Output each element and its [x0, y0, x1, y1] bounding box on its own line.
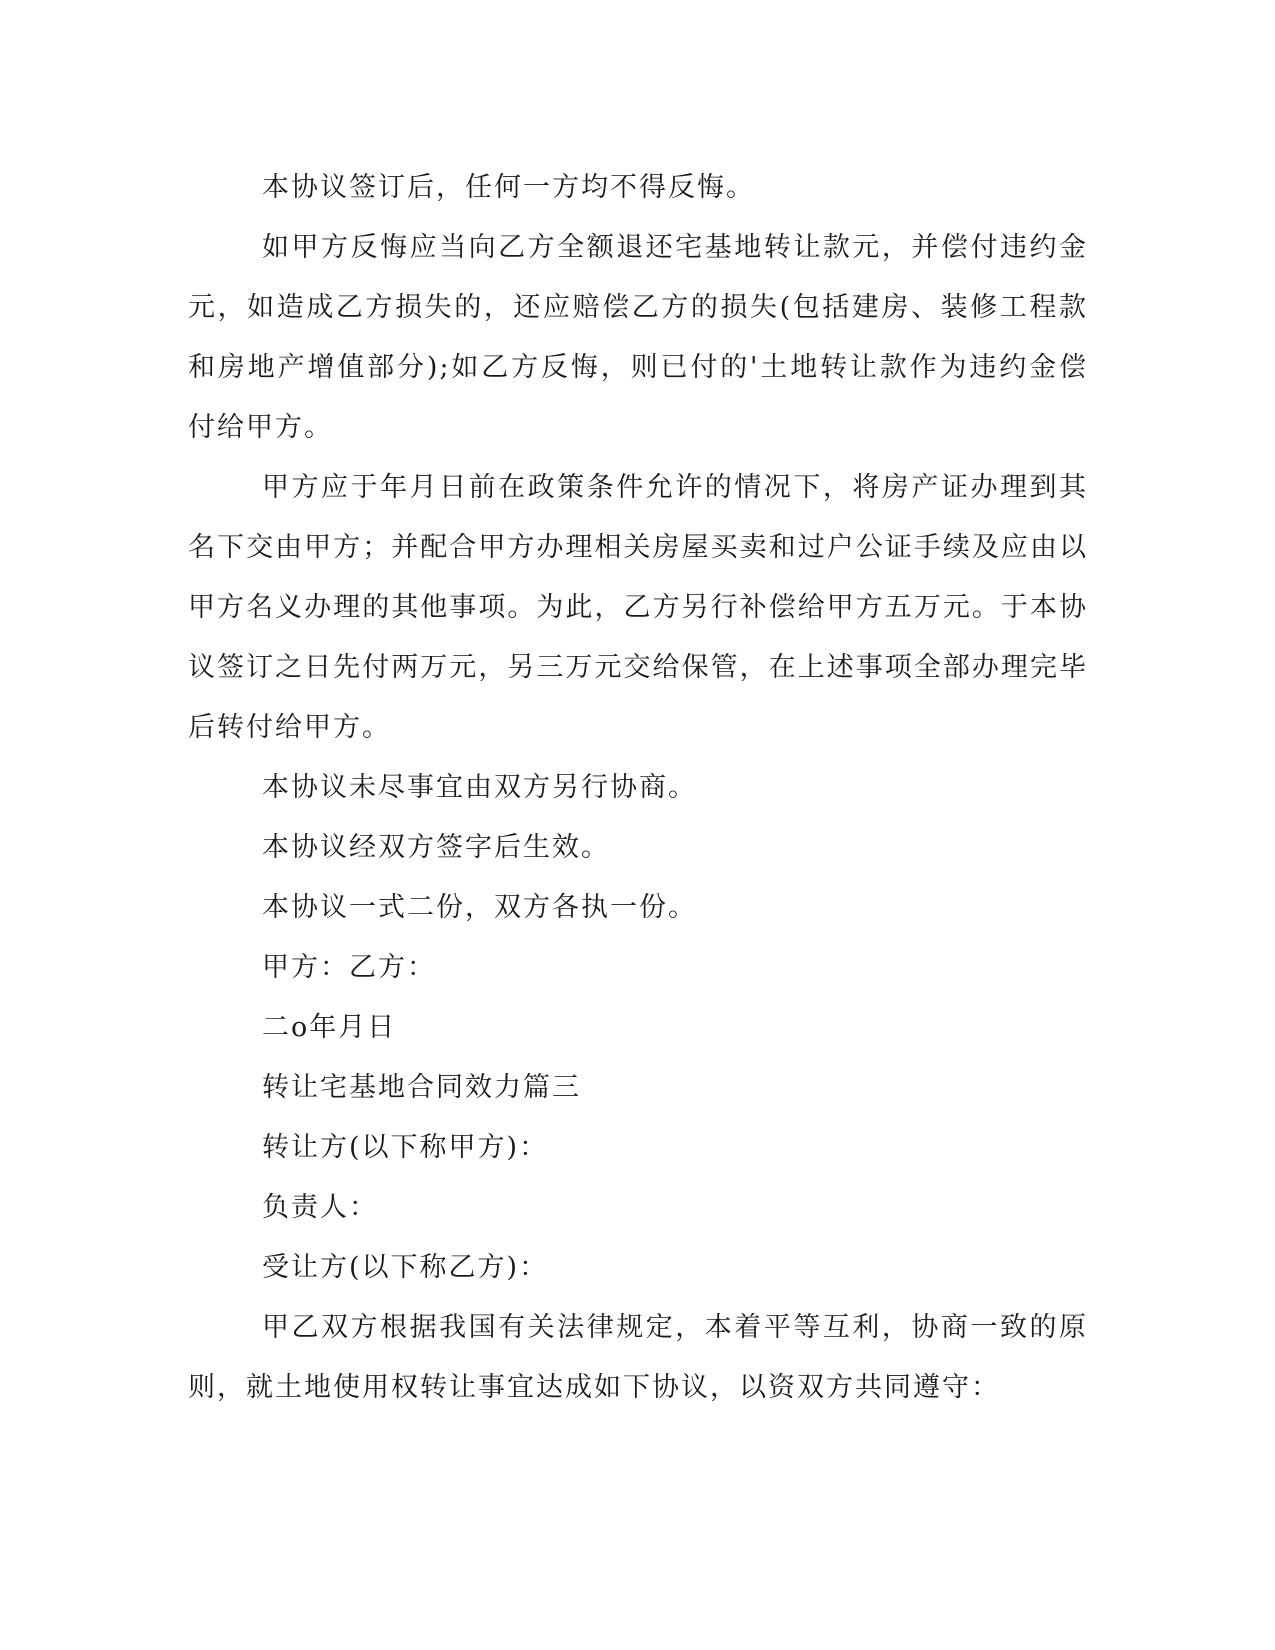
- paragraph-property-certificate: 甲方应于年月日前在政策条件允许的情况下，将房产证办理到其名下交由甲方；并配合甲方办理相关房屋买卖和过户公证手续及应由以甲方名义办理的其他事项。为此，乙方另行补偿给甲方五万元。于本协议签订之日先付两万元，另三万元交给保管，在上述事项全部办理完毕后转付给甲方。: [188, 472, 1088, 743]
- paragraph-effective-on-signature: 本协议经双方签字后生效。: [262, 832, 610, 863]
- paragraph-unresolved-matters: 本协议未尽事宜由双方另行协商。: [262, 772, 697, 803]
- signature-parties-line: 甲方：乙方：: [262, 952, 436, 983]
- paragraph-agreement-preamble: 甲乙双方根据我国有关法律规定，本着平等互利，协商一致的原则，就土地使用权转让事宜达成如下协议，以资双方共同遵守：: [188, 1312, 1088, 1403]
- section-heading: 转让宅基地合同效力篇三: [262, 1072, 581, 1103]
- transferee-line: 受让方(以下称乙方)：: [262, 1252, 549, 1283]
- paragraph-no-regret: 本协议签订后，任何一方均不得反悔。: [262, 172, 755, 203]
- date-line: 二o年月日: [262, 1012, 397, 1043]
- document-body: [188, 158, 1088, 1418]
- responsible-person-line: 负责人：: [262, 1192, 378, 1223]
- paragraph-breach-penalty: 如甲方反悔应当向乙方全额退还宅基地转让款元，并偿付违约金元，如造成乙方损失的，还应赔偿乙方的损失(包括建房、装修工程款和房地产增值部分);如乙方反悔，则已付的'土地转让款作为违约金偿付给甲方。: [188, 232, 1088, 443]
- transferor-line: 转让方(以下称甲方)：: [262, 1132, 549, 1163]
- paragraph-copies: 本协议一式二份，双方各执一份。: [262, 892, 697, 923]
